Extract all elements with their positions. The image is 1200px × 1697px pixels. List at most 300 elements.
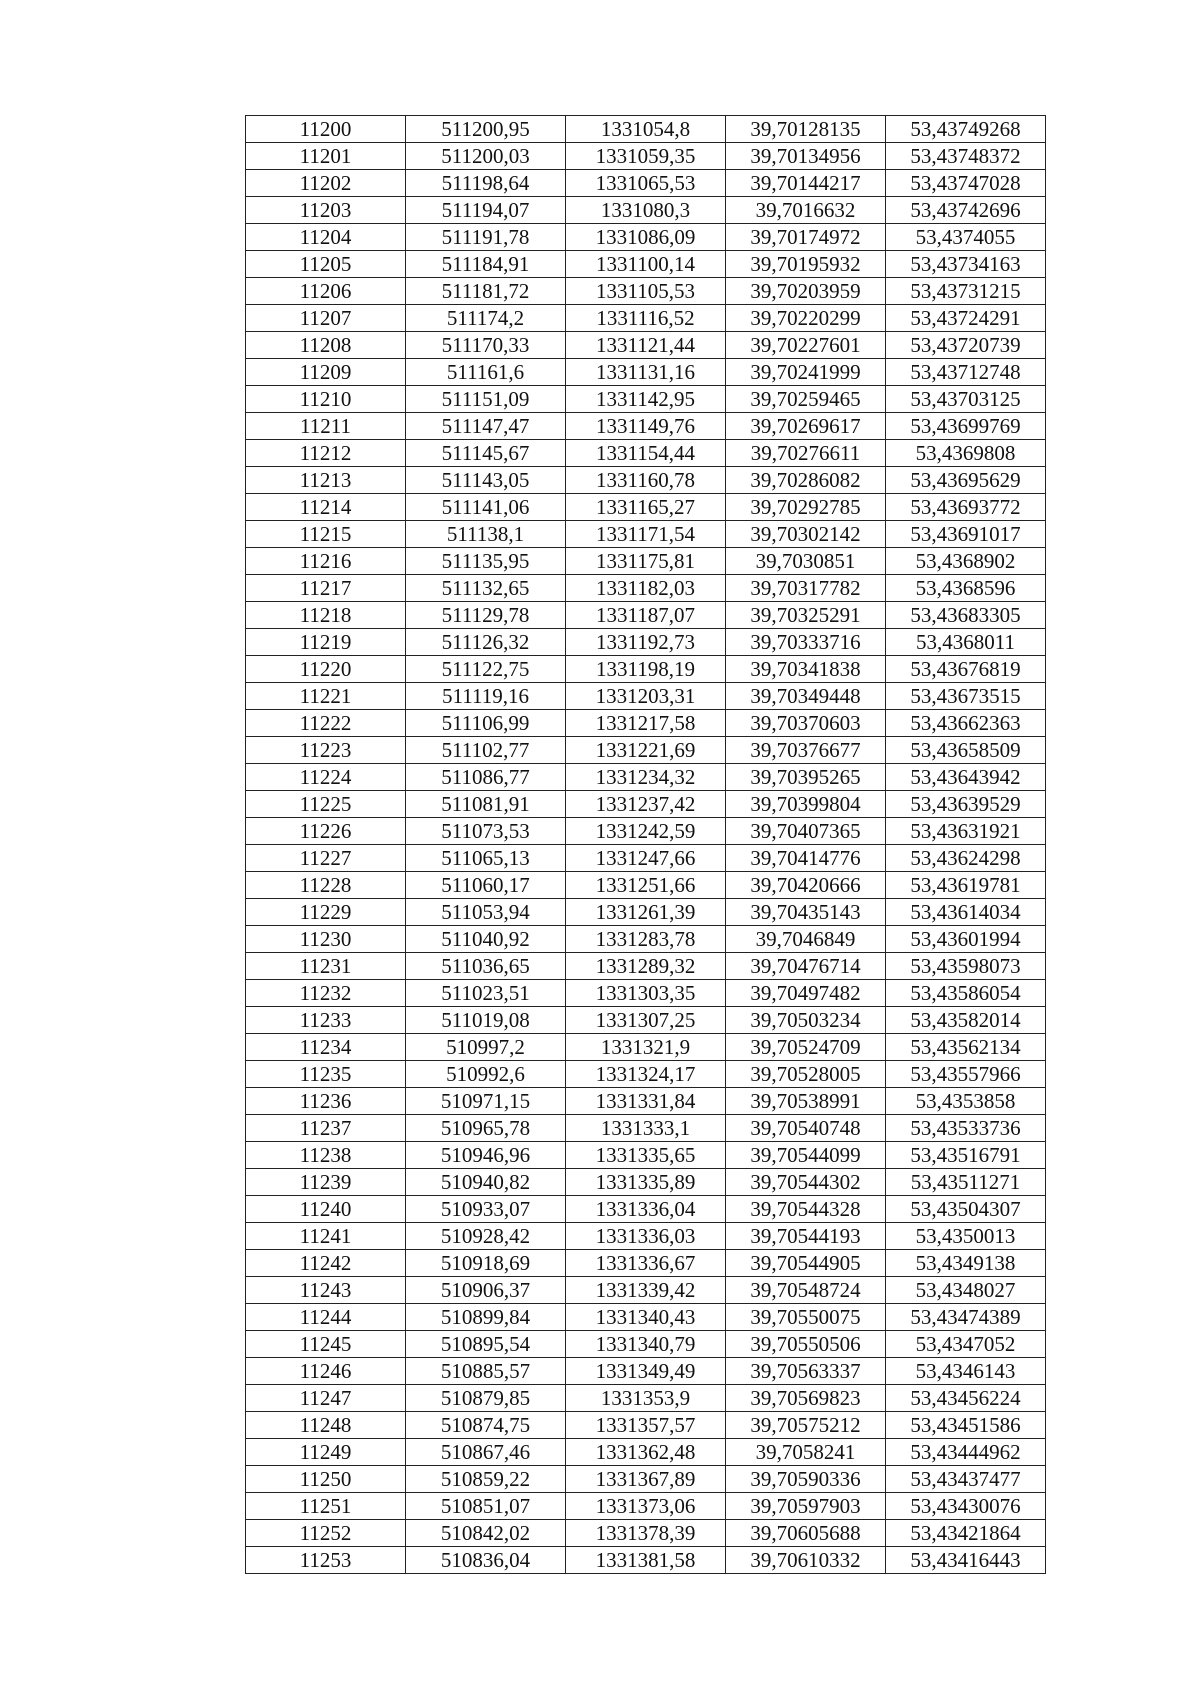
point-number-cell: 11206: [246, 278, 406, 305]
point-number-cell: 11212: [246, 440, 406, 467]
longitude-cell: 39,70220299: [726, 305, 886, 332]
point-number-cell: 11250: [246, 1466, 406, 1493]
y-coordinate-cell: 1331349,49: [566, 1358, 726, 1385]
latitude-cell: 53,43562134: [886, 1034, 1046, 1061]
table-row: [246, 575, 1046, 602]
longitude-cell: 39,70544099: [726, 1142, 886, 1169]
longitude-cell: 39,70563337: [726, 1358, 886, 1385]
latitude-cell: 53,43724291: [886, 305, 1046, 332]
x-coordinate-cell: 510965,78: [406, 1115, 566, 1142]
latitude-cell: 53,43456224: [886, 1385, 1046, 1412]
table-row: [246, 1034, 1046, 1061]
point-number-cell: 11231: [246, 953, 406, 980]
x-coordinate-cell: 511141,06: [406, 494, 566, 521]
longitude-cell: 39,70575212: [726, 1412, 886, 1439]
point-number-cell: 11225: [246, 791, 406, 818]
latitude-cell: 53,4347052: [886, 1331, 1046, 1358]
y-coordinate-cell: 1331381,58: [566, 1547, 726, 1574]
longitude-cell: 39,70376677: [726, 737, 886, 764]
latitude-cell: 53,43614034: [886, 899, 1046, 926]
point-number-cell: 11201: [246, 143, 406, 170]
table-row: [246, 683, 1046, 710]
table-row: [246, 953, 1046, 980]
table-row: [246, 1331, 1046, 1358]
x-coordinate-cell: 510899,84: [406, 1304, 566, 1331]
latitude-cell: 53,4368596: [886, 575, 1046, 602]
point-number-cell: 11247: [246, 1385, 406, 1412]
x-coordinate-cell: 511106,99: [406, 710, 566, 737]
point-number-cell: 11215: [246, 521, 406, 548]
longitude-cell: 39,70597903: [726, 1493, 886, 1520]
x-coordinate-cell: 511132,65: [406, 575, 566, 602]
table-row: [246, 278, 1046, 305]
latitude-cell: 53,43749268: [886, 116, 1046, 143]
table-row: [246, 1115, 1046, 1142]
longitude-cell: 39,70544328: [726, 1196, 886, 1223]
point-number-cell: 11200: [246, 116, 406, 143]
point-number-cell: 11217: [246, 575, 406, 602]
x-coordinate-cell: 510885,57: [406, 1358, 566, 1385]
x-coordinate-cell: 511191,78: [406, 224, 566, 251]
table-row: [246, 1007, 1046, 1034]
longitude-cell: 39,70241999: [726, 359, 886, 386]
table-row: [246, 1466, 1046, 1493]
y-coordinate-cell: 1331331,84: [566, 1088, 726, 1115]
x-coordinate-cell: 510906,37: [406, 1277, 566, 1304]
x-coordinate-cell: 511194,07: [406, 197, 566, 224]
x-coordinate-cell: 510859,22: [406, 1466, 566, 1493]
latitude-cell: 53,43586054: [886, 980, 1046, 1007]
point-number-cell: 11207: [246, 305, 406, 332]
y-coordinate-cell: 1331154,44: [566, 440, 726, 467]
point-number-cell: 11209: [246, 359, 406, 386]
x-coordinate-cell: 511053,94: [406, 899, 566, 926]
latitude-cell: 53,4346143: [886, 1358, 1046, 1385]
y-coordinate-cell: 1331160,78: [566, 467, 726, 494]
latitude-cell: 53,4374055: [886, 224, 1046, 251]
y-coordinate-cell: 1331182,03: [566, 575, 726, 602]
longitude-cell: 39,70540748: [726, 1115, 886, 1142]
longitude-cell: 39,70128135: [726, 116, 886, 143]
longitude-cell: 39,70435143: [726, 899, 886, 926]
longitude-cell: 39,7046849: [726, 926, 886, 953]
x-coordinate-cell: 511151,09: [406, 386, 566, 413]
y-coordinate-cell: 1331105,53: [566, 278, 726, 305]
y-coordinate-cell: 1331165,27: [566, 494, 726, 521]
table-row: [246, 251, 1046, 278]
longitude-cell: 39,7058241: [726, 1439, 886, 1466]
coordinates-table-body: [246, 116, 1046, 1574]
latitude-cell: 53,43747028: [886, 170, 1046, 197]
x-coordinate-cell: 511145,67: [406, 440, 566, 467]
x-coordinate-cell: 510997,2: [406, 1034, 566, 1061]
y-coordinate-cell: 1331336,04: [566, 1196, 726, 1223]
latitude-cell: 53,4368902: [886, 548, 1046, 575]
latitude-cell: 53,43516791: [886, 1142, 1046, 1169]
y-coordinate-cell: 1331171,54: [566, 521, 726, 548]
y-coordinate-cell: 1331175,81: [566, 548, 726, 575]
y-coordinate-cell: 1331367,89: [566, 1466, 726, 1493]
x-coordinate-cell: 511135,95: [406, 548, 566, 575]
x-coordinate-cell: 511102,77: [406, 737, 566, 764]
point-number-cell: 11227: [246, 845, 406, 872]
table-row: [246, 440, 1046, 467]
x-coordinate-cell: 510918,69: [406, 1250, 566, 1277]
x-coordinate-cell: 510946,96: [406, 1142, 566, 1169]
x-coordinate-cell: 511122,75: [406, 656, 566, 683]
latitude-cell: 53,43643942: [886, 764, 1046, 791]
latitude-cell: 53,43699769: [886, 413, 1046, 440]
point-number-cell: 11235: [246, 1061, 406, 1088]
longitude-cell: 39,70195932: [726, 251, 886, 278]
y-coordinate-cell: 1331100,14: [566, 251, 726, 278]
table-row: [246, 143, 1046, 170]
longitude-cell: 39,70544193: [726, 1223, 886, 1250]
x-coordinate-cell: 510879,85: [406, 1385, 566, 1412]
y-coordinate-cell: 1331217,58: [566, 710, 726, 737]
y-coordinate-cell: 1331283,78: [566, 926, 726, 953]
y-coordinate-cell: 1331321,9: [566, 1034, 726, 1061]
latitude-cell: 53,43557966: [886, 1061, 1046, 1088]
x-coordinate-cell: 511065,13: [406, 845, 566, 872]
y-coordinate-cell: 1331335,89: [566, 1169, 726, 1196]
point-number-cell: 11230: [246, 926, 406, 953]
table-row: [246, 1223, 1046, 1250]
longitude-cell: 39,70370603: [726, 710, 886, 737]
y-coordinate-cell: 1331131,16: [566, 359, 726, 386]
y-coordinate-cell: 1331059,35: [566, 143, 726, 170]
longitude-cell: 39,70550506: [726, 1331, 886, 1358]
table-row: [246, 494, 1046, 521]
point-number-cell: 11226: [246, 818, 406, 845]
point-number-cell: 11245: [246, 1331, 406, 1358]
table-row: [246, 1169, 1046, 1196]
table-row: [246, 656, 1046, 683]
table-row: [246, 1493, 1046, 1520]
x-coordinate-cell: 511036,65: [406, 953, 566, 980]
x-coordinate-cell: 510933,07: [406, 1196, 566, 1223]
x-coordinate-cell: 510971,15: [406, 1088, 566, 1115]
x-coordinate-cell: 511170,33: [406, 332, 566, 359]
point-number-cell: 11208: [246, 332, 406, 359]
latitude-cell: 53,43601994: [886, 926, 1046, 953]
point-number-cell: 11233: [246, 1007, 406, 1034]
longitude-cell: 39,70269617: [726, 413, 886, 440]
point-number-cell: 11239: [246, 1169, 406, 1196]
table-row: [246, 1196, 1046, 1223]
latitude-cell: 53,4369808: [886, 440, 1046, 467]
longitude-cell: 39,70497482: [726, 980, 886, 1007]
longitude-cell: 39,70538991: [726, 1088, 886, 1115]
latitude-cell: 53,43533736: [886, 1115, 1046, 1142]
longitude-cell: 39,70414776: [726, 845, 886, 872]
longitude-cell: 39,70302142: [726, 521, 886, 548]
latitude-cell: 53,43598073: [886, 953, 1046, 980]
longitude-cell: 39,70317782: [726, 575, 886, 602]
latitude-cell: 53,43683305: [886, 602, 1046, 629]
latitude-cell: 53,43444962: [886, 1439, 1046, 1466]
longitude-cell: 39,70227601: [726, 332, 886, 359]
point-number-cell: 11253: [246, 1547, 406, 1574]
y-coordinate-cell: 1331251,66: [566, 872, 726, 899]
point-number-cell: 11240: [246, 1196, 406, 1223]
table-row: [246, 1520, 1046, 1547]
point-number-cell: 11216: [246, 548, 406, 575]
point-number-cell: 11229: [246, 899, 406, 926]
point-number-cell: 11221: [246, 683, 406, 710]
table-row: [246, 467, 1046, 494]
point-number-cell: 11202: [246, 170, 406, 197]
latitude-cell: 53,43430076: [886, 1493, 1046, 1520]
y-coordinate-cell: 1331362,48: [566, 1439, 726, 1466]
y-coordinate-cell: 1331242,59: [566, 818, 726, 845]
latitude-cell: 53,4348027: [886, 1277, 1046, 1304]
latitude-cell: 53,43731215: [886, 278, 1046, 305]
x-coordinate-cell: 511129,78: [406, 602, 566, 629]
x-coordinate-cell: 511143,05: [406, 467, 566, 494]
table-row: [246, 764, 1046, 791]
table-row: [246, 305, 1046, 332]
point-number-cell: 11244: [246, 1304, 406, 1331]
latitude-cell: 53,43624298: [886, 845, 1046, 872]
point-number-cell: 11210: [246, 386, 406, 413]
x-coordinate-cell: 510940,82: [406, 1169, 566, 1196]
table-row: [246, 1250, 1046, 1277]
table-row: [246, 1439, 1046, 1466]
table-row: [246, 224, 1046, 251]
y-coordinate-cell: 1331357,57: [566, 1412, 726, 1439]
x-coordinate-cell: 511161,6: [406, 359, 566, 386]
y-coordinate-cell: 1331336,03: [566, 1223, 726, 1250]
y-coordinate-cell: 1331237,42: [566, 791, 726, 818]
longitude-cell: 39,70399804: [726, 791, 886, 818]
y-coordinate-cell: 1331303,35: [566, 980, 726, 1007]
latitude-cell: 53,43676819: [886, 656, 1046, 683]
point-number-cell: 11249: [246, 1439, 406, 1466]
table-row: [246, 413, 1046, 440]
longitude-cell: 39,70292785: [726, 494, 886, 521]
table-row: [246, 926, 1046, 953]
x-coordinate-cell: 511119,16: [406, 683, 566, 710]
latitude-cell: 53,4353858: [886, 1088, 1046, 1115]
point-number-cell: 11228: [246, 872, 406, 899]
y-coordinate-cell: 1331289,32: [566, 953, 726, 980]
longitude-cell: 39,7016632: [726, 197, 886, 224]
x-coordinate-cell: 511086,77: [406, 764, 566, 791]
y-coordinate-cell: 1331221,69: [566, 737, 726, 764]
table-row: [246, 548, 1046, 575]
point-number-cell: 11224: [246, 764, 406, 791]
longitude-cell: 39,70420666: [726, 872, 886, 899]
y-coordinate-cell: 1331121,44: [566, 332, 726, 359]
x-coordinate-cell: 511023,51: [406, 980, 566, 1007]
y-coordinate-cell: 1331065,53: [566, 170, 726, 197]
longitude-cell: 39,70476714: [726, 953, 886, 980]
y-coordinate-cell: 1331261,39: [566, 899, 726, 926]
table-row: [246, 602, 1046, 629]
point-number-cell: 11242: [246, 1250, 406, 1277]
longitude-cell: 39,70174972: [726, 224, 886, 251]
point-number-cell: 11220: [246, 656, 406, 683]
table-row: [246, 872, 1046, 899]
x-coordinate-cell: 511073,53: [406, 818, 566, 845]
latitude-cell: 53,43742696: [886, 197, 1046, 224]
x-coordinate-cell: 511138,1: [406, 521, 566, 548]
table-row: [246, 845, 1046, 872]
latitude-cell: 53,43639529: [886, 791, 1046, 818]
longitude-cell: 39,70544302: [726, 1169, 886, 1196]
table-row: [246, 386, 1046, 413]
longitude-cell: 39,70503234: [726, 1007, 886, 1034]
x-coordinate-cell: 511060,17: [406, 872, 566, 899]
latitude-cell: 53,43511271: [886, 1169, 1046, 1196]
latitude-cell: 53,43748372: [886, 143, 1046, 170]
coordinates-table: [245, 115, 1046, 1574]
point-number-cell: 11237: [246, 1115, 406, 1142]
point-number-cell: 11222: [246, 710, 406, 737]
y-coordinate-cell: 1331198,19: [566, 656, 726, 683]
table-row: [246, 116, 1046, 143]
y-coordinate-cell: 1331340,79: [566, 1331, 726, 1358]
point-number-cell: 11205: [246, 251, 406, 278]
table-row: [246, 1304, 1046, 1331]
y-coordinate-cell: 1331234,32: [566, 764, 726, 791]
x-coordinate-cell: 511174,2: [406, 305, 566, 332]
point-number-cell: 11213: [246, 467, 406, 494]
y-coordinate-cell: 1331187,07: [566, 602, 726, 629]
y-coordinate-cell: 1331378,39: [566, 1520, 726, 1547]
latitude-cell: 53,4368011: [886, 629, 1046, 656]
latitude-cell: 53,43695629: [886, 467, 1046, 494]
x-coordinate-cell: 510842,02: [406, 1520, 566, 1547]
longitude-cell: 39,70259465: [726, 386, 886, 413]
y-coordinate-cell: 1331247,66: [566, 845, 726, 872]
x-coordinate-cell: 511200,03: [406, 143, 566, 170]
x-coordinate-cell: 510874,75: [406, 1412, 566, 1439]
latitude-cell: 53,43421864: [886, 1520, 1046, 1547]
point-number-cell: 11248: [246, 1412, 406, 1439]
table-row: [246, 791, 1046, 818]
x-coordinate-cell: 510836,04: [406, 1547, 566, 1574]
y-coordinate-cell: 1331335,65: [566, 1142, 726, 1169]
y-coordinate-cell: 1331340,43: [566, 1304, 726, 1331]
table-row: [246, 629, 1046, 656]
y-coordinate-cell: 1331116,52: [566, 305, 726, 332]
table-row: [246, 980, 1046, 1007]
latitude-cell: 53,43703125: [886, 386, 1046, 413]
longitude-cell: 39,70325291: [726, 602, 886, 629]
x-coordinate-cell: 510992,6: [406, 1061, 566, 1088]
x-coordinate-cell: 511181,72: [406, 278, 566, 305]
latitude-cell: 53,43720739: [886, 332, 1046, 359]
y-coordinate-cell: 1331307,25: [566, 1007, 726, 1034]
point-number-cell: 11219: [246, 629, 406, 656]
point-number-cell: 11238: [246, 1142, 406, 1169]
longitude-cell: 39,70550075: [726, 1304, 886, 1331]
table-row: [246, 737, 1046, 764]
x-coordinate-cell: 511126,32: [406, 629, 566, 656]
point-number-cell: 11236: [246, 1088, 406, 1115]
point-number-cell: 11251: [246, 1493, 406, 1520]
table-row: [246, 1088, 1046, 1115]
table-row: [246, 710, 1046, 737]
y-coordinate-cell: 1331149,76: [566, 413, 726, 440]
longitude-cell: 39,70203959: [726, 278, 886, 305]
longitude-cell: 39,70605688: [726, 1520, 886, 1547]
longitude-cell: 39,70569823: [726, 1385, 886, 1412]
y-coordinate-cell: 1331373,06: [566, 1493, 726, 1520]
longitude-cell: 39,7030851: [726, 548, 886, 575]
y-coordinate-cell: 1331142,95: [566, 386, 726, 413]
point-number-cell: 11203: [246, 197, 406, 224]
point-number-cell: 11232: [246, 980, 406, 1007]
table-row: [246, 818, 1046, 845]
y-coordinate-cell: 1331086,09: [566, 224, 726, 251]
latitude-cell: 53,43693772: [886, 494, 1046, 521]
point-number-cell: 11241: [246, 1223, 406, 1250]
point-number-cell: 11218: [246, 602, 406, 629]
longitude-cell: 39,70341838: [726, 656, 886, 683]
x-coordinate-cell: 510895,54: [406, 1331, 566, 1358]
x-coordinate-cell: 511198,64: [406, 170, 566, 197]
y-coordinate-cell: 1331333,1: [566, 1115, 726, 1142]
x-coordinate-cell: 511200,95: [406, 116, 566, 143]
table-row: [246, 521, 1046, 548]
latitude-cell: 53,43662363: [886, 710, 1046, 737]
x-coordinate-cell: 511019,08: [406, 1007, 566, 1034]
longitude-cell: 39,70610332: [726, 1547, 886, 1574]
latitude-cell: 53,43673515: [886, 683, 1046, 710]
longitude-cell: 39,70524709: [726, 1034, 886, 1061]
y-coordinate-cell: 1331336,67: [566, 1250, 726, 1277]
latitude-cell: 53,43631921: [886, 818, 1046, 845]
table-row: [246, 1277, 1046, 1304]
longitude-cell: 39,70528005: [726, 1061, 886, 1088]
longitude-cell: 39,70286082: [726, 467, 886, 494]
x-coordinate-cell: 511081,91: [406, 791, 566, 818]
point-number-cell: 11252: [246, 1520, 406, 1547]
point-number-cell: 11243: [246, 1277, 406, 1304]
point-number-cell: 11204: [246, 224, 406, 251]
latitude-cell: 53,43504307: [886, 1196, 1046, 1223]
latitude-cell: 53,43582014: [886, 1007, 1046, 1034]
y-coordinate-cell: 1331353,9: [566, 1385, 726, 1412]
longitude-cell: 39,70395265: [726, 764, 886, 791]
table-row: [246, 1547, 1046, 1574]
table-row: [246, 1412, 1046, 1439]
point-number-cell: 11234: [246, 1034, 406, 1061]
latitude-cell: 53,43437477: [886, 1466, 1046, 1493]
latitude-cell: 53,43416443: [886, 1547, 1046, 1574]
y-coordinate-cell: 1331324,17: [566, 1061, 726, 1088]
point-number-cell: 11246: [246, 1358, 406, 1385]
latitude-cell: 53,43712748: [886, 359, 1046, 386]
x-coordinate-cell: 510928,42: [406, 1223, 566, 1250]
x-coordinate-cell: 511147,47: [406, 413, 566, 440]
point-number-cell: 11211: [246, 413, 406, 440]
longitude-cell: 39,70407365: [726, 818, 886, 845]
point-number-cell: 11223: [246, 737, 406, 764]
y-coordinate-cell: 1331192,73: [566, 629, 726, 656]
latitude-cell: 53,43734163: [886, 251, 1046, 278]
table-row: [246, 1142, 1046, 1169]
x-coordinate-cell: 511040,92: [406, 926, 566, 953]
longitude-cell: 39,70134956: [726, 143, 886, 170]
x-coordinate-cell: 510867,46: [406, 1439, 566, 1466]
y-coordinate-cell: 1331054,8: [566, 116, 726, 143]
latitude-cell: 53,43658509: [886, 737, 1046, 764]
table-row: [246, 1061, 1046, 1088]
